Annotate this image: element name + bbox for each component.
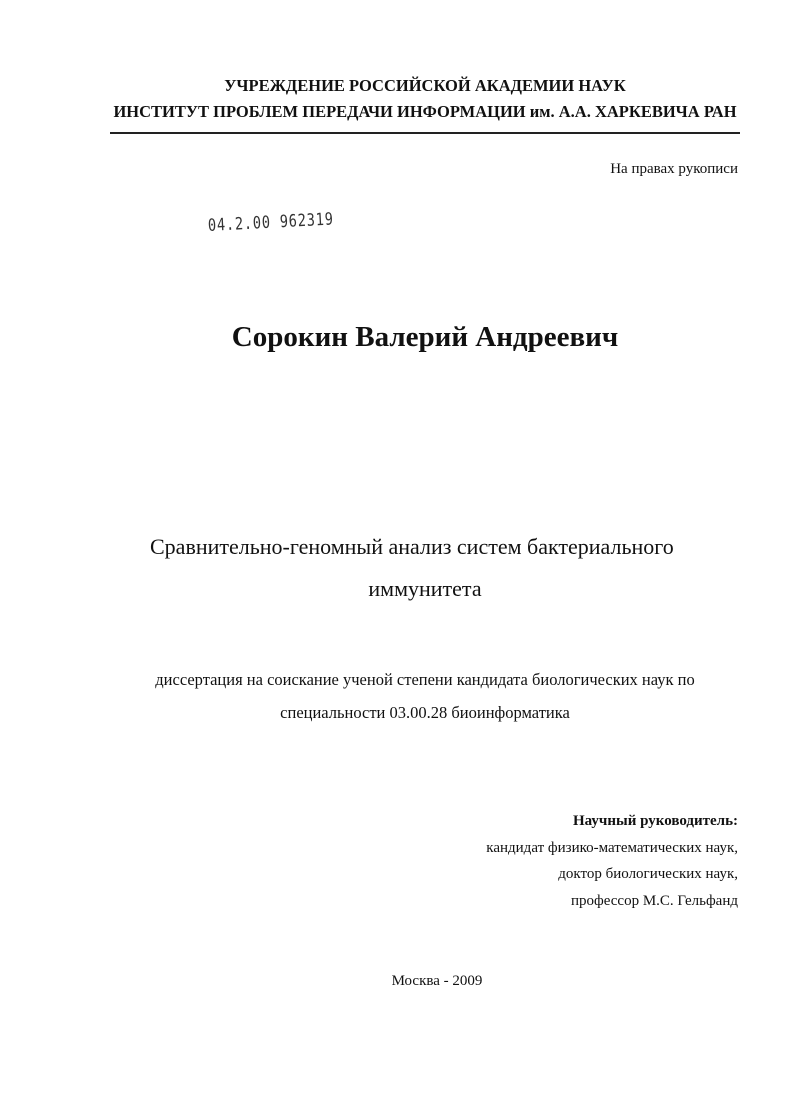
degree-line-2: специальности 03.00.28 биоинформатика	[280, 703, 570, 722]
author-name: Сорокин Валерий Андреевич	[231, 321, 619, 353]
supervisor-line-2: доктор биологических наук,	[558, 866, 738, 882]
manuscript-note: На правах рукописи	[610, 161, 738, 177]
thesis-title-line-1: Сравнительно-геномный анализ систем бактериального	[150, 534, 674, 559]
thesis-title-line-2: иммунитета	[368, 576, 482, 601]
institution-line-2: ИНСТИТУТ ПРОБЛЕМ ПЕРЕДАЧИ ИНФОРМАЦИИ им. А.А. ХАРКЕВИЧА РАН	[113, 102, 737, 121]
degree-line-1: диссертация на соискание ученой степени кандидата биологических наук по	[155, 670, 695, 689]
registration-stamp: 04.2.00 962319	[207, 209, 335, 236]
institution-line-1: УЧРЕЖДЕНИЕ РОССИЙСКОЙ АКАДЕМИИ НАУК	[224, 76, 626, 95]
supervisor-line-1: кандидат физико-математических наук,	[486, 840, 738, 856]
header-divider	[110, 132, 740, 134]
place-year: Москва - 2009	[391, 973, 483, 989]
supervisor-label: Научный руководитель:	[573, 813, 738, 829]
supervisor-line-3: профессор М.С. Гельфанд	[571, 893, 738, 909]
